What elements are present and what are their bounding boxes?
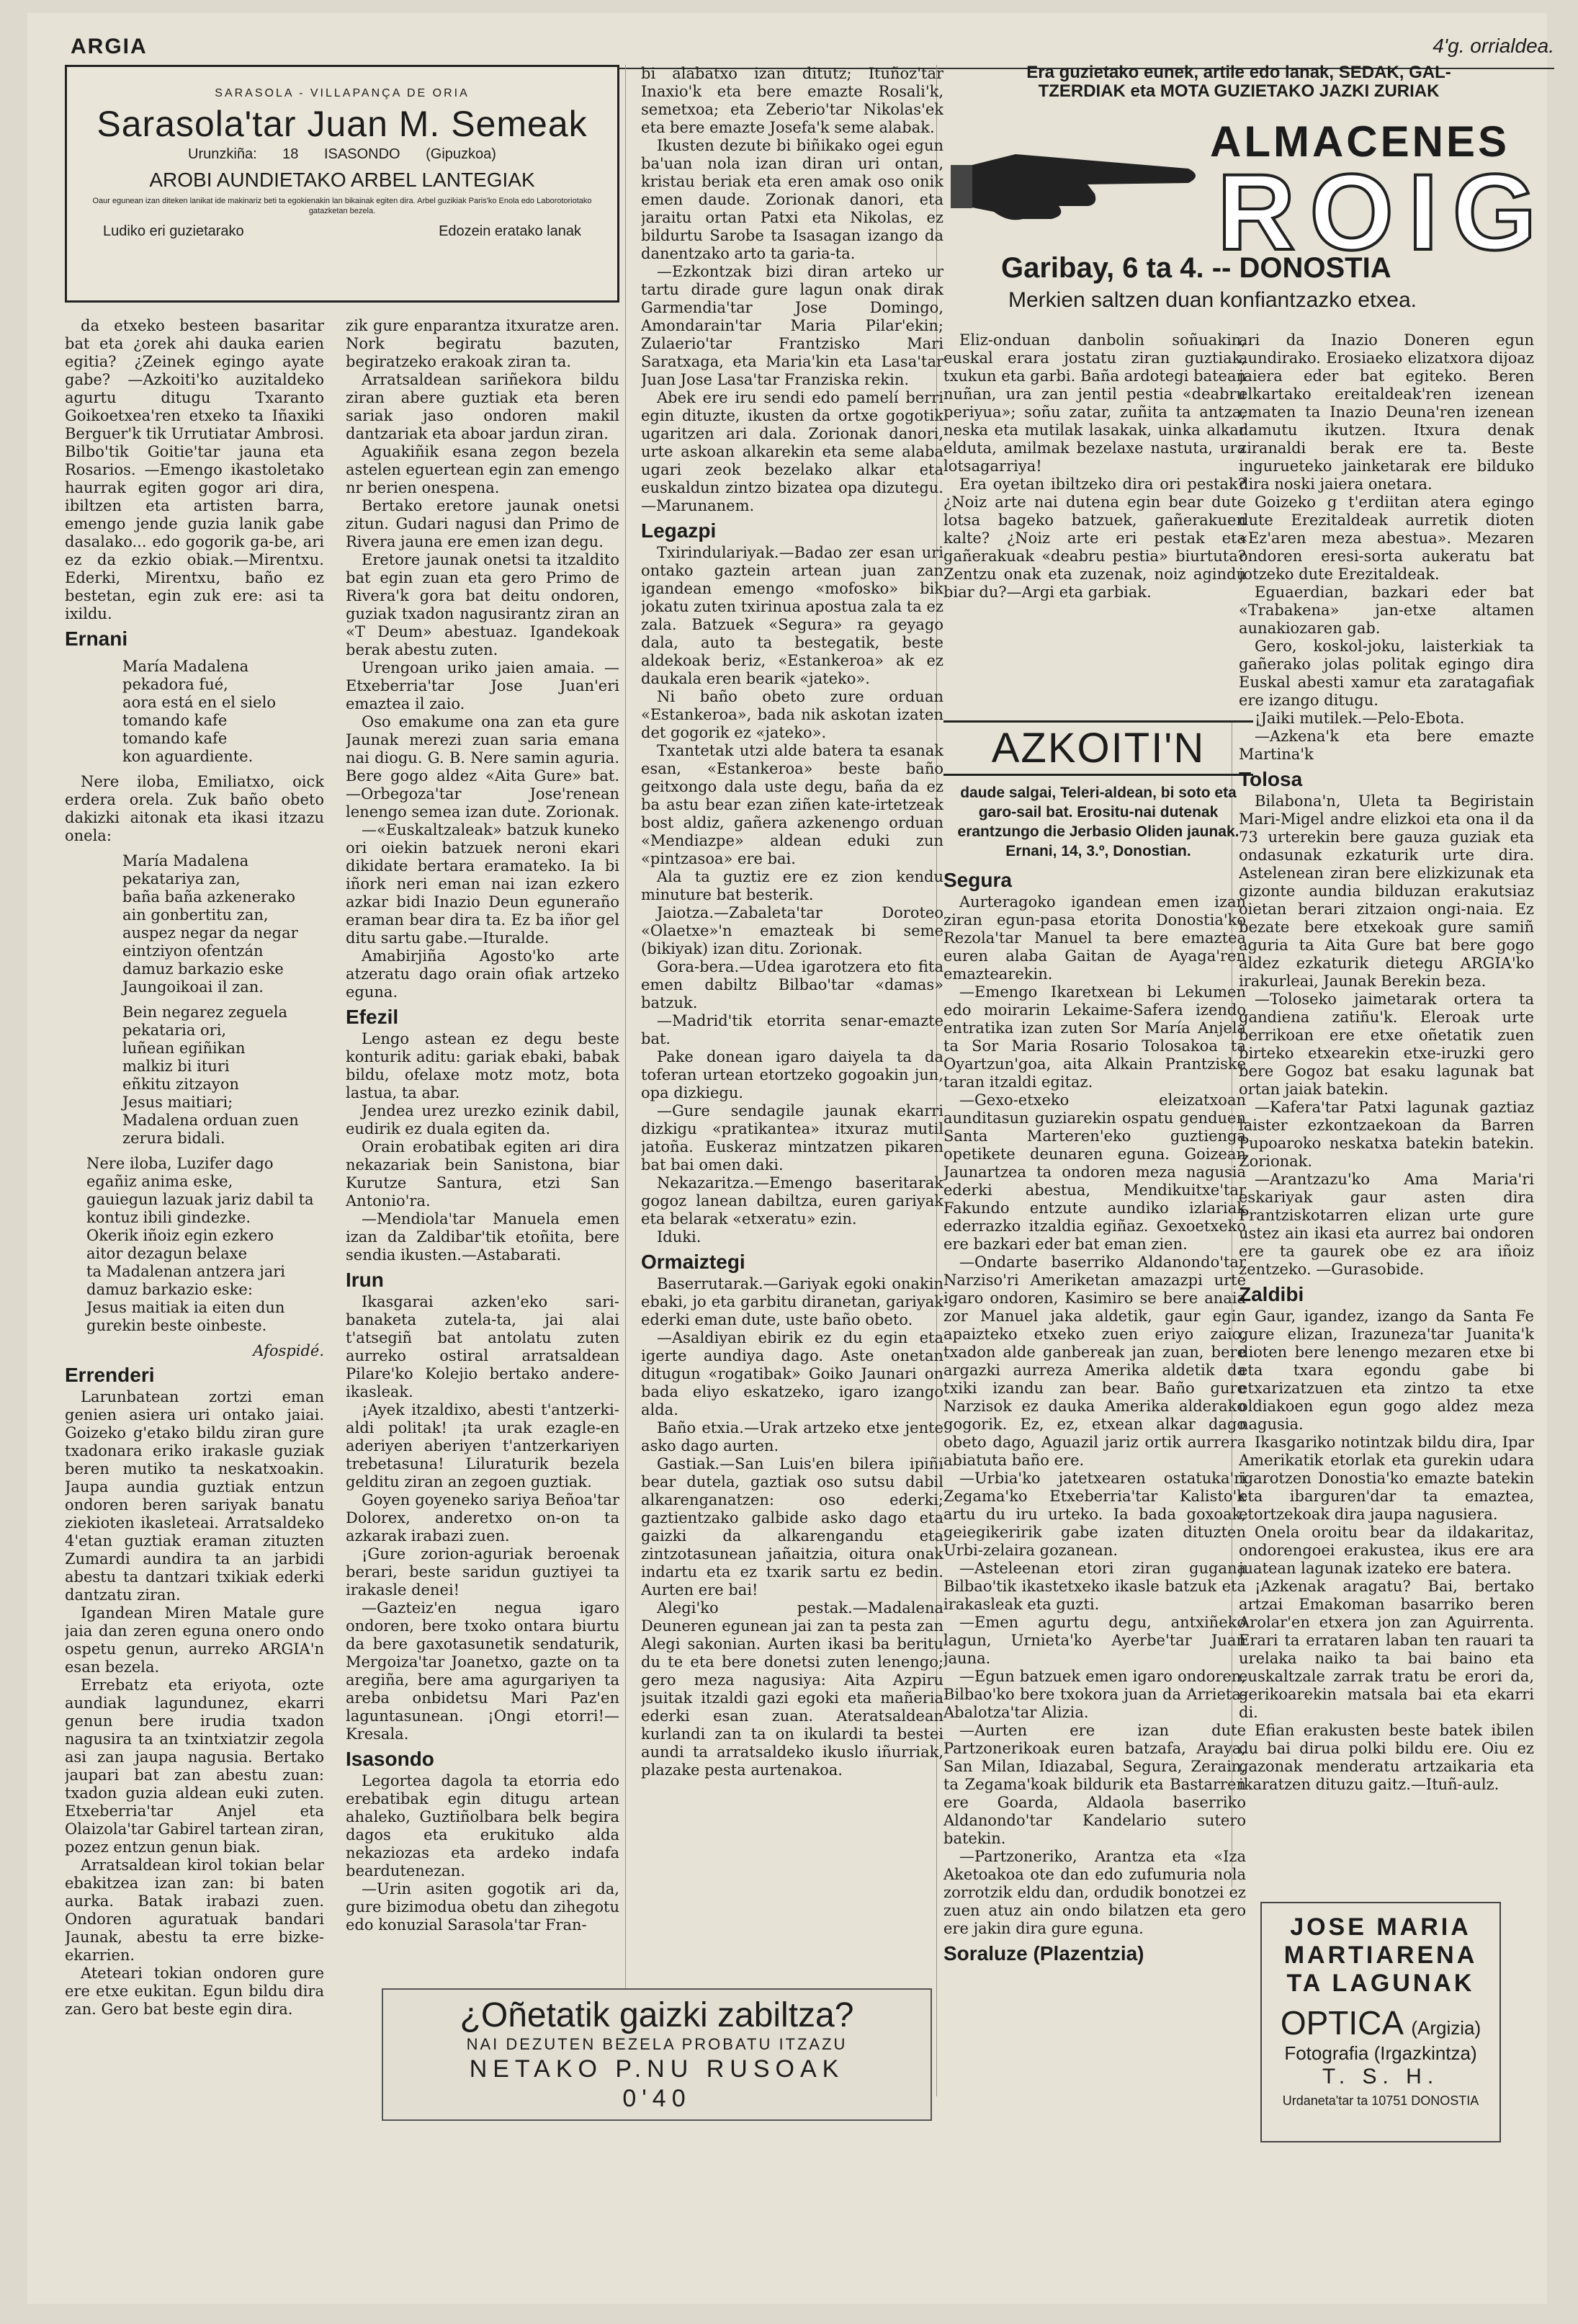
column-5	[1239, 331, 1534, 1887]
ad-sarasola-kind: AROBI AUNDIETAKO ARBEL LANTEGIAK	[149, 169, 535, 191]
paragraph: Legortea dagola ta etorria edo erebatibak egin ditugu artean ahaleko, Guztiñolbara belk begira dagos eta erukituko alda nekaziozas eta ardeko indafa beardutenezan.	[346, 1772, 619, 1880]
poem-1	[122, 658, 324, 766]
ad-onetatik-headline: ¿Oñetatik gaizki zabiltza?	[459, 1996, 854, 2034]
ad-onetatik-price: 0'40	[622, 2085, 691, 2112]
paragraph: Goizeko g t'erdiitan atera egingo dute Erezitaldeak aurretik dioten «Ez'aren meza abestua». Mezaren ondoren eresi-sorta aukeratu bat jotzeko dute Erezitaldeak.	[1239, 493, 1534, 583]
ad-roig-subtitle: Merkien saltzen duan konfiantzazko etxea.	[1008, 288, 1417, 312]
paragraph: —Asaldiyan ebirik ez du egin eta igerte aundiya dago. Aste onetan ditugun «rogatibak» Goiko Jaunari on bada eliyo eskatzeko, igaro izango alda.	[641, 1329, 943, 1418]
paragraph: —Partzoneriko, Arantza eta «Iza Aketoakoa ote dan edo zufumuria nola zorrotzik eldu dan, ordudik bonotzei ez zuen atuz ain ondo bilatzen eta gero ere jakin dira gure eguna.	[943, 1848, 1246, 1937]
paragraph: —Mendiola'tar Manuela emen izan da Zaldibar'tik etoñita, bere sendia ikusten.—Astabarati.	[346, 1210, 619, 1264]
poem-line: aitor dezagun belaxe	[86, 1245, 248, 1262]
poem-line: zerura bidali.	[122, 1130, 225, 1147]
paragraph: Oso emakume ona zan eta gure Jaunak merezi zuan saria emana nai diogu. G. B. Nere samin aguria. Bere gogo aldez «Aita Gure» bat. —Orbegoza'tar Jose'renean lenengo semea izan dute. Zorionak.	[346, 713, 619, 821]
poem-line: damuz barkazio eske:	[86, 1281, 253, 1298]
paragraph: Pake donean igaro daiyela ta da toferan urtean etortzeko gogoakin jun, opa dizkiegu.	[641, 1048, 943, 1101]
poem-line: gurekin beste oinbeste.	[86, 1317, 267, 1334]
ad-azkoitin	[943, 720, 1253, 857]
paragraph: Ikasgariko notintzak bildu dira, Ipar Amerikatik etorlak eta gurekin udara igarotzen Donostia'ko emazte batekin eta ibarguren'dar ta emaztea, etortzekoak dira jaupa nagusiera.	[1239, 1434, 1534, 1523]
paragraph: ¡Ayek itzaldixo, abesti t'antzerki-aldi politak! ¡ta urak ezagle-en aderiyen aberiyen t'antzerkariyen trebetasuna! Liluraturik bezela gelditu ziran an zegoen guztiak.	[346, 1401, 619, 1491]
paragraph: —Emengo Ikaretxean bi Lekumen edo moirarin Lekaime-Safera izendo entratika izan zuten Sor María Anjela ta Sor Maria Rosario Tolosakoa ta Oyartzun'goa, aita Alkain Prantziske taran itzaldi egitaz.	[943, 983, 1246, 1091]
paragraph: Txantetak utzi alde batera ta esanak esan, «Estankeroa» beste baño geitxongo dala uste degu, baña da ez ba astu bear ezan ziñen kate-irtetzeak bost aldiz, gañera azkenengo orduan «Mendiazpe» aldean eduki zun «pintzasoa» ere bai.	[641, 742, 943, 867]
poem-line: gauiegun lazuak jariz dabil ta	[86, 1191, 314, 1208]
ad-optica-tsh: T. S. H.	[1322, 2065, 1440, 2088]
paragraph: —Ezkontzak bizi diran arteko ur tartu dirade gure lagun onak dirak Garmendia'tar Jose Domingo, Amondarain'tar Maria Pilar'ekin; Zulaerio'tar Frantzisko Mari Saratxaga, eta Maria'kin eta Lasa'tar Juan Jose Lasa'tar Franziska rekin.	[641, 263, 943, 388]
ad-optica-sub: (Argizia)	[1411, 2017, 1481, 2039]
poem-line: pekatariya zan,	[122, 870, 241, 888]
paragraph: Eliz-onduan danbolin soñuakin, euskal erara jostatu ziran guztiak, txukun eta garbi. Baña ardotegi batean nuñan, ura zan jentil pestia «deabru periyua»; soñu zatar, zuñita ta antza, neska eta mutilak lasakak, uinka alkar elduta, amilmak bezelaxe nastuta, ura lotsagarriya!	[943, 331, 1246, 475]
ad-optica-name1: JOSE MARIA MARTIARENA	[1283, 1913, 1478, 1969]
paragraph: —Ondarte baserriko Aldanondo'tar Narziso'ri Ameriketan amazazpi urte igaro ondoren, Kasimiro se bere anaia zor Manuel jaka aldetik, gaur egin apaizteko etxeko zuen eriyo zaio, txadon alde ganbereak jan zuan, bere argazki aurreza Amerika aldetik da txiki izandu zan bear. Baño gure Narzisok ez dauka Amerika alderako gogorik. Ez, ez, etxean alkar dago obeto dago, Aguazil jariz ortik aurrera abiatuta baño ere.	[943, 1253, 1246, 1469]
paragraph: Gaur, igandez, izango da Santa Fe gure elizan, Irazuneza'tar Juanita'k dioten bere lenengo mezaren etxe bi eta txara egondu gabe bi etxarizatzuen eta zintzo ta etxe oldiakoen egun gogo aldez meza nagusia.	[1239, 1308, 1534, 1433]
ad-sarasola-name: Sarasola'tar Juan M. Semeak	[97, 104, 588, 144]
poem-line: Bein negarez zeguela	[122, 1004, 288, 1021]
paragraph: Jaiotza.—Zabaleta'tar Doroteo «Olaetxe»'n emazteak bi seme (bikiyak) izan ditu. Zorionak.	[641, 904, 943, 957]
paragraph: Amabirjiña Agosto'ko arte atzeratu dago orain ofiak artzeko eguna.	[346, 947, 619, 1001]
ad-azkoitin-body: daude salgai, Teleri-aldean, bi soto eta garo-sail bat. Erositu-nai dutenak erantzungo die Jerbasio Oliden jaunak. Ernani, 14, 3.º, Donostian.	[957, 785, 1239, 859]
paragraph: Urengoan uriko jaien amaia. —Etxeberria'tar Jose Juan'eri emaztea il zaio.	[346, 659, 619, 712]
column-1	[65, 317, 324, 2132]
paragraph: Gero, koskol-joku, laisterkiak ta gañerako jolas politak egingo dira Euskal abesti xamur eta zaratagafiak ere izango ditugu.	[1239, 638, 1534, 709]
paragraph: Bilabona'n, Uleta ta Begiristain Mari-Migel andre elizkoi eta ona il da 73 urterekin bere gauza guziak eta ondasunak ezkaturik urte dira. Astelenean ziran bere elizkizunak eta gizonte aundia bilduzan erakutsiaz oietan berari zitzaion ongi-naia. Ez bezate bere etxekoak gure samiñ aguria ta Aita Gure bat bere gogo aldez ezkaturik dietegu ARGIA'ko irakurleai, Jaunak Berekin beza.	[1239, 792, 1534, 990]
poem-line: pekadora fué,	[122, 676, 228, 693]
paragraph: Era oyetan ibiltzeko dira ori pestak? ¿Noiz arte nai dutena egin bear dute lotsa bageko batzuek, gañerakuen kalte? ¿Noiz arte eri pestak eta gañerakuak «deabru pestia» biurtuta? Zentzu onak eta zuzenak, noiz agindu biar du?—Argi eta garbiak.	[943, 475, 1246, 601]
section-heading-segura: Segura	[943, 869, 1012, 891]
paragraph: Baserrutarak.—Gariyak egoki onakin ebaki, jo eta garbitu diranetan, gariyak ederki eman dute, uste baño obeto.	[641, 1275, 943, 1328]
column-4-top	[943, 331, 1246, 706]
paragraph: Ala ta guztiz ere ez zion kendu minuture bat besterik.	[641, 868, 943, 903]
ad-sarasola-footer-right: Edozein eratako lanak	[439, 223, 581, 239]
masthead: ARGIA	[71, 35, 148, 58]
poem-line: Jesus maitiari;	[122, 1094, 233, 1111]
poem-line: María Madalena	[122, 658, 249, 675]
paragraph: Nekazaritza.—Emengo baseritarak gogoz lanean dabiltza, euren gariyak eta belarak «etxeratu» ezin.	[641, 1174, 943, 1228]
poem-line: ta Madalenan antzera jari	[86, 1263, 286, 1280]
paragraph: ¡Azkenak aragatu? Bai, bertako artzai Emakoman basarriko beren Arolar'en etxera jon zan Aguirrenta. Erari ta errataren laban ten rauari ta urelaka naiko ta bai baino eta euskaltzale zarrak tratu be erori da, gerikoarekin matsala bai eta ekarri di.	[1239, 1578, 1534, 1721]
poem-line: Jesus maitiak ia eiten dun	[86, 1299, 285, 1316]
paragraph: zik gure enparantza itxuratze aren. Nork begiratu bazuten, begiratzeko erakoak ziran ta.	[346, 317, 619, 370]
signature: Afospidé.	[253, 1342, 324, 1359]
poem-line: damuz barkazio eske	[122, 960, 284, 978]
paragraph: ¡Gure zorion-aguriak beroenak berari, beste saridun guztiyei ta irakasle denei!	[346, 1545, 619, 1599]
paragraph: Aurteragoko igandean emen izan ziran egun-pasa etorita Donostia'ko Rezola'tar Manuel ta bere emaztea euren alaba Gaitan de Ayaga'ren emaztearekin.	[943, 893, 1246, 983]
paragraph: —Kafera'tar Patxi lagunak gaztiaz laister ezkontzaekoan da Barren Pupoaroko neskatxa batekin batekin. Zorionak.	[1239, 1099, 1534, 1170]
paragraph: Ikusten dezute bi biñikako ogei egun ba'uan nola izan diran uri ontan, kristau beriak eta eren amak oso onik emen daude. Zorionak danori, eta jaraitu ortan Patxi eta Nikolas, ez bildurtu Sarobe ta Isasagan izango da danentzako arto ta garia-ta.	[641, 137, 943, 262]
paragraph: Jendea urez urezko ezinik dabil, eudirik ez duala egiten da.	[346, 1102, 619, 1138]
poem-line: ain gonbertitu zan,	[122, 906, 269, 924]
ad-roig-address: Garibay, 6 ta 4. -- DONOSTIA	[1001, 252, 1391, 284]
ad-roig-line2: TZERDIAK eta MOTA GUZIETAKO JAZKI ZURIAK	[1038, 81, 1440, 101]
paragraph: —Toloseko jaimetarak ortera ta gandiena zatiñu'k. Eleroak urte berrikoan ere etxe oñetatik zuen birteko etxearekin etxe-iruzki gero bere Gogoz bat esaku lagunak bat ortan jaiak batekin.	[1239, 991, 1534, 1098]
paragraph: Goyen goyeneko sariya Beñoa'tar Dolorex, anderetxo on-on ta azkarak irabazi zuen.	[346, 1491, 619, 1545]
paragraph: ¡Jaiki mutilek.—Pelo-Ebota.	[1255, 710, 1465, 727]
ad-onetatik-line2: NAI DEZUTEN BEZELA PROBATU ITZAZU	[466, 2035, 848, 2053]
poem-line: eintziyon ofentzán	[122, 942, 264, 960]
poem-line: aora está en el sielo	[122, 694, 276, 711]
ad-roig-logo: ROIG	[1217, 151, 1551, 272]
poem-line: tomando kafe	[122, 730, 228, 747]
poem-line: Nere iloba, Luzifer dago	[86, 1155, 274, 1172]
poem-line: María Madalena	[122, 852, 249, 870]
section-heading-zaldibi: Zaldibi	[1239, 1283, 1304, 1305]
poem-line: malkiz bi ituri	[122, 1058, 230, 1075]
paragraph: —Azkena'k eta bere emazte Martina'k	[1239, 728, 1534, 763]
paragraph: Gastiak.—San Luis'en bilera ipiñi bear dutela, gaztiak oso sutsu dabil alkarenganatzen: oso ederki; gaztientzako galbide asko dago eta gaizki da alkarengandu eta zintzotasunean jañaitzia, oitura onak indartu eta ez txarik sartu ez bedin. Aurten ere bai!	[641, 1455, 943, 1599]
paragraph: Eguaerdian, bazkari eder bat «Trabakena» jan-etxe altamen aunakiozaren gab.	[1239, 584, 1534, 637]
poem-line: tomando kafe	[122, 712, 228, 729]
paragraph: Nere iloba, Emiliatxo, oick erdera orela. Zuk baño obeto dakizki aitonak eta ikasi itzazu onela:	[65, 773, 324, 844]
paragraph: —Emen agurtu degu, antxiñeko lagun, Urnieta'ko Ayerbe'tar Juan jauna.	[943, 1614, 1246, 1667]
ad-roig-line1: Era guzietako eunek, artile edo lanak, SEDAK, GAL-	[1026, 63, 1451, 82]
ad-sarasola-small: Oaur egunean izan diteken lanikat ide makinariz beti ta egokienakin lan bikainak egiten dira. Arbel guzikiak Paris'ko Enola edo Laborotoriotako gatazketan bezela.	[92, 197, 592, 215]
paragraph: —«Euskaltzaleak» batzuk kuneko ori oiekin batzuek neroni ekari dikidate bertara eramateko. Ia bi iñork neri eman nai izan ezkero azkar bidi Inazio Deun eguneraño eraman bear dira ta. Ez ba iñor gel ditu sartu gabe.—Ituralde.	[346, 821, 619, 947]
paragraph: —Gure sendagile jaunak ekarri dizkigu «pratikantea» itxuraz mutil jatoña. Euskeraz mintzatzen pikaren bat bai omen daki.	[641, 1102, 943, 1174]
column-3	[641, 65, 943, 1981]
ad-sarasola-footer-left: Ludiko eri guzietarako	[103, 223, 244, 239]
section-heading-efezil: Efezil	[346, 1006, 399, 1028]
paragraph: ari da Inazio Doneren egun aundirako. Erosiaeko elizatxora dijoaz jaiera eder bat egiteko. Beren elkartako ereitaldeak'ren izenean ematen ta Inazio Deuna'ren izenean damutu ikutzen. Itxura denak ziranaldi berak ere ta. Beste ingurueteko jainketarak ere bilduko dira noski jaiera onetara.	[1239, 331, 1534, 493]
paragraph: Arratsaldean kirol tokian belar ebakitzea izan zan: bi baten aurka. Batak irabazi zuen. Ondoren aguratuak bandari Jaunak, abestu ta erre bizke-ekarrien.	[65, 1856, 324, 1964]
column-4-bottom	[943, 864, 1246, 1988]
paragraph: Aguakiñik esana zegon bezela astelen eguertean egin zan emengo nr berien onespena.	[346, 443, 619, 496]
column-divider	[625, 65, 626, 2096]
paragraph: Orain erobatibak egiten ari dira nekazariak bein Sanistona, biar Kurutze Santura, etzi San Antonio'ra.	[346, 1138, 619, 1210]
section-heading-ernani: Ernani	[65, 627, 128, 650]
pointing-hand-icon	[951, 125, 1210, 233]
ad-optica-address: Urdaneta'tar ta 10751 DONOSTIA	[1282, 2093, 1479, 2108]
poem-line: kon aguardiente.	[122, 748, 254, 765]
paragraph: Eretore jaunak onetsi ta itzaldito bat egin zuan eta gero Primo de Rivera'k gora bat deitu ondoren, guziak txadon nagusirantz ziran an «T Deum» abestuaz. Igandekoak berak abestu zuten.	[346, 551, 619, 658]
poem-line: Okerik iñoiz egin ezkero	[86, 1227, 274, 1244]
paragraph: Efian erakusten beste batek ibilen du bai dirua polki bildu ere. Oiu ez gazonak menderatu artzaikaria eta ikaratzen dituzu gaitz.—Ituñ-aulz.	[1239, 1722, 1534, 1793]
paragraph: Alegi'ko pestak.—Madalena Deuneren egunean jai zan ta pesta zan Alegi sakonian. Aurten ikasi ba beritu du te eta bere donetsi zuten lenengo; gero meza nagusiya: Aita Azpiru jsuitak itzaldi gazi egoki eta mañeria ederki esan zuan. Ateratsaldean kurlandi zan ta on ikulardi ta bestei aundi ta arratsaldeko ikuslo iñurriak, plazake pesta aurtenakoa.	[641, 1599, 943, 1779]
poem-line: kontuz ibili gindezke.	[86, 1209, 251, 1226]
ad-sarasola-place: ISASONDO (Gipuzkoa)	[324, 146, 496, 162]
ad-optica-title	[1262, 2003, 1499, 2042]
section-heading-isasondo: Isasondo	[346, 1748, 434, 1770]
paragraph: Ikasgarai azken'eko sari-banaketa zutela-ta, jai alai t'atsegiñ bat antolatu zuten aurreko ostiral arratsaldean Pilare'ko Kolejio bertako andere-ikasleak.	[346, 1293, 619, 1400]
section-heading-legazpi: Legazpi	[641, 519, 717, 542]
ad-sarasola-phone: Urunzkiña: 18	[188, 146, 299, 162]
paragraph: —Gazteiz'en negua igaro ondoren, bere txoko ontara biurtu da bere gaxotasunetik sendaturik, Mergoiza'tar Joanetxo, gazte on ta aregiña, bere ama agurgariyen ta areba onbidetsu Mari Paz'en laguntasunean. ¡Ongi etorri!—Kresala.	[346, 1599, 619, 1743]
ad-roig-almacenes: ALMACENES	[1210, 117, 1510, 166]
ad-optica-foto: Fotografia (Irgazkintza)	[1284, 2042, 1477, 2064]
poem-line: pekataria ori,	[122, 1022, 227, 1039]
section-heading-tolosa: Tolosa	[1239, 768, 1303, 790]
column-2	[346, 317, 619, 1974]
poem-3	[122, 1004, 324, 1148]
paragraph: —Arantzazu'ko Ama Maria'ri eskariyak gaur asten dira Prantziskotarren elizan urte gure ustez ain ikasi eta aurrez bai ondoren ere ta gaurek obe ez ara iñoiz zentzeko. —Gurasobide.	[1239, 1171, 1534, 1278]
ad-sarasola-footer	[67, 223, 617, 240]
paragraph: bi alabatxo izan ditutz; Ituñoz'tar Inaxio'k eta bere emazte Rosali'k, semetxoa; eta Zeberio'tar Nikolas'ek eta bere emazte Josefa'k seme alabak.	[641, 65, 943, 136]
article-intro: da etxeko besteen basaritar bat eta ¿orek ahi dauka earien egitia? ¿Zeinek egingo ayate gabe? —Azkoiti'ko auzitaldeko agurtu ditugu Txaranto Goikoetxea'ren etxeko ta Iñaxiki Berguer'k tik Urrutiatar Ambrosi. Bilbo'tik Goitie'tar jauna eta Rosarios. —Emengo ikastoletako haurrak egiten gogor ari dira, ibiltzen eta artisten barra, emengo jende guzia lanik gabe dasalako... edo gogorik ga-be, ari ez da ezkio obiak.—Mirentxu. Ederki, Mirentxu, baño ez bestetan, egin zuk ere: asi ta ixildu.	[65, 317, 324, 622]
page-number: 4'g. orrialdea.	[1433, 35, 1554, 57]
paragraph: —Urbia'ko jatetxearen ostatuka'ri Zegama'ko Etxeberria'tar Kalisto'k artu du iru urteko. Ia bada goxoak, geiegikeririk gabe izaten dituzten Urbi-zelaira gozanean.	[943, 1470, 1246, 1559]
section-heading-soraluze: Soraluze (Plazentzia)	[943, 1942, 1144, 1965]
ad-onetatik	[382, 1988, 932, 2121]
paragraph: Igandean Miren Matale gure jaia dan zeren eguna onero ondo ospetu genun, aurreko ARGIA'n esan bezela.	[65, 1604, 324, 1676]
section-heading-errenderi: Errenderi	[65, 1364, 155, 1386]
ad-sarasola-topline: SARASOLA - VILLAPANÇA DE ORIA	[215, 87, 470, 99]
poem-line: luñean egiñikan	[122, 1040, 246, 1057]
poem-4	[86, 1155, 324, 1335]
paragraph: —Aurten ere izan dute Partzonerikoak euren batzafa, Araya, San Milan, Idiazabal, Segura, Zerain, ta Zegama'koak bildurik eta Bastarren ere Goarda, Aldaola baserriko Aldanondo'tar Kandelario sutero batekin.	[943, 1722, 1246, 1847]
paragraph: Iduki.	[657, 1228, 701, 1246]
paragraph: Gora-bera.—Udea igarotzera eto fita emen dabiltz Bilbao'tar «damas» batzuk.	[641, 958, 943, 1011]
paragraph: Baño etxia.—Urak artzeko etxe jente asko dago aurten.	[641, 1419, 943, 1454]
poem-2	[122, 852, 324, 996]
paragraph: Txirindulariyak.—Badao zer esan uri ontako gaztein artean juan zan igandean emengo «mofosko» bik jokatu zuten txirinua apostua zala ta ez zala. Batzuek «Segura» ra geyago dala, auto ta bestegatik, beste aldekoak beriz, «Estankeroa» ak ez daukala eren bearik «jateko».	[641, 544, 943, 687]
paragraph: —Madrid'tik etorrita senar-emazte bat.	[641, 1012, 943, 1047]
paragraph: Bertako eretore jaunak onetsi zitun. Gudari nagusi dan Primo de Rivera jauna ere emen izan degu.	[346, 497, 619, 550]
paragraph: Ateteari tokian ondoren gure ere etxe eukitan. Egun bildu dira zan. Gero bat beste egin dira.	[65, 1965, 324, 2018]
paragraph: Larunbatean zortzi eman genien asiera uri ontako jaiai. Goizeko g'etako bildu ziran gure txadonara eriko irakasle guziak beren mutiko ta neskatxoakin. Jaupa aundia guztiak entzun ondoren beren sariyak banatu ziekioten ikasleteai. Arratsaldeko 4'etan guztiak eraman zituzten Zumardi aundira ta an jarbidi abestu ta dantzari txikiak ederki dantzatu ziran.	[65, 1388, 324, 1604]
paragraph: Abek ere iru sendi edo pamelí berri egin dituzte, ikusten da ortxe gogotik ugaritzen ari dala. Zorionak danori, urte askoan alkarekin eta seme alaba ugari zeok bezelako alkar eta euskaldun zintzo bizatea opa dizutegu.—Marunanem.	[641, 389, 943, 514]
poem-line: baña baña azkenerako	[122, 888, 295, 906]
paragraph: Lengo astean ez degu beste konturik aditu: gariak ebaki, babak bildu, ofelaxe motz motz, bota lastua, ta abar.	[346, 1030, 619, 1101]
section-heading-irun: Irun	[346, 1269, 384, 1291]
paragraph: —Gexo-etxeko eleizatxoan aunditasun guziarekin ospatu genduen Santa Marteren'eko guztienga opetikete deunaren eguna. Goizean Jaunartzea ta ondoren meza nagusia ederki abestua, Mendikuitxe'tar Fakundo entzute aundiko izlariak ederrazko itzaldia egiñaz. Gexoetxeko ere bazkari eder bat eman zien.	[943, 1091, 1246, 1253]
paragraph: —Urin asiten gogotik ari da, gure bizimodua obetu dan zihegotu edo konuzial Sarasola'tar Fran-	[346, 1880, 619, 1934]
paragraph: Ni baño obeto zure orduan «Estankeroa», bada nik askotan izaten det gogorik ez «jateko».	[641, 688, 943, 741]
ad-azkoitin-title: AZKOITI'N	[943, 720, 1253, 776]
paragraph: Onela oroitu bear da ildakaritaz, ondorengoei erakustea, ikus ere ara juatean lagunak izateko ere batera.	[1239, 1524, 1534, 1577]
ad-onetatik-line3: NETAKO P.NU RUSOAK	[469, 2055, 845, 2083]
paragraph: Arratsaldean sariñekora bildu ziran abere guztiak eta beren sariak jaso ondoren makil dantzariak eta aboar jardun ziran.	[346, 371, 619, 442]
ad-optica-optica: OPTICA	[1280, 2004, 1402, 2042]
page-header	[71, 35, 1554, 63]
ad-roig	[943, 63, 1551, 316]
poem-line: Jaungoikoai il zan.	[122, 978, 264, 996]
ad-optica-name2: TA LAGUNAK	[1286, 1970, 1475, 1997]
paragraph: Errebatz eta eriyota, ozte aundiak lagundunez, ekarri genun bere irudia txadon nagusira ta an txintxiatzir zegola asi zan jaupa nagusia. Bertako jaupari bat zan abestu zuan: txadon guzia aldean euki zuten. Etxeberria'tar Anjel eta Olaizola'tar Gabirel tartean ziran, pozez entzun genun biak.	[65, 1676, 324, 1856]
poem-line: auspez negar da negar	[122, 924, 298, 942]
ad-optica	[1260, 1902, 1501, 2142]
poem-line: Madalena orduan zuen	[122, 1112, 299, 1129]
paragraph: —Egun batzuek emen igaro ondoren, Bilbao'ko bere txokora juan da Arrieta-Abalotza'tar Alizia.	[943, 1668, 1246, 1721]
ad-sarasola	[65, 65, 619, 303]
ad-sarasola-address	[67, 146, 617, 163]
section-heading-ormaiztegi: Ormaiztegi	[641, 1251, 745, 1273]
paragraph: —Asteleenan etori ziran gugana Bilbao'tik ikastetxeko ikasle batzuk eta irakasleak eta guzti.	[943, 1560, 1246, 1613]
poem-line: egañiz anima eske,	[86, 1173, 233, 1190]
poem-line: eñkitu zitzayon	[122, 1076, 239, 1093]
